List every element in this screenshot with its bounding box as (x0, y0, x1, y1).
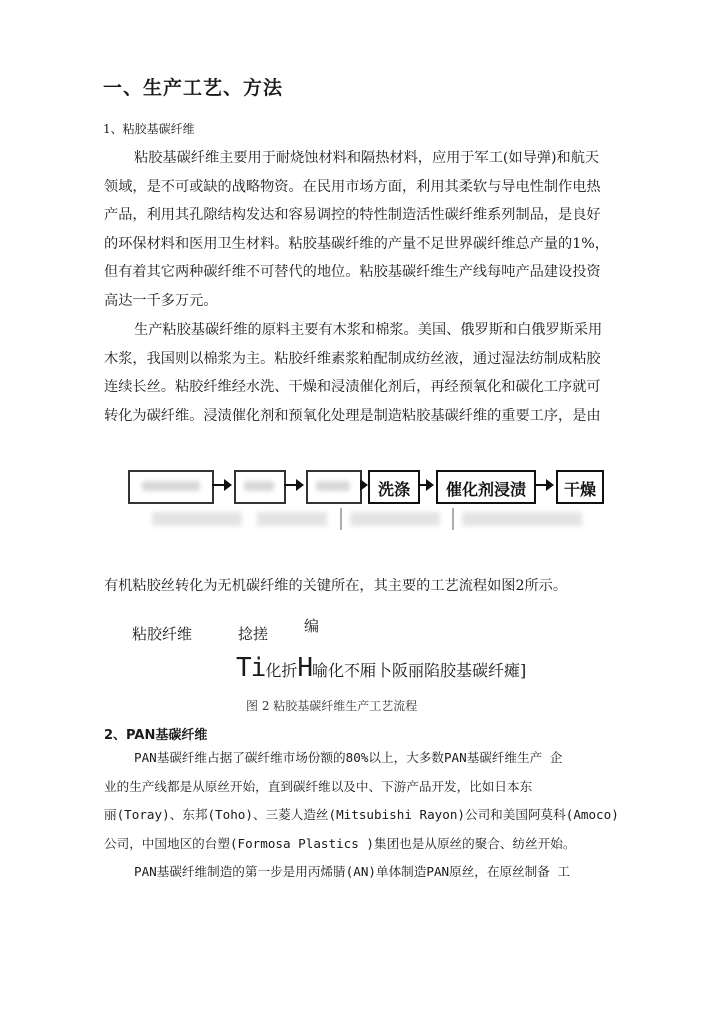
flow-box-blurred (234, 470, 286, 504)
flow-arrow (360, 484, 366, 486)
flow-box-washing (368, 470, 420, 504)
paragraph-line: 木浆，我国则以棉浆为主。粘胶纤维素浆粕配制成纺丝液，通过湿法纺制成粘胶 (104, 350, 601, 367)
paragraph-line: 转化为碳纤维。浸渍催化剂和预氧化处理是制造粘胶基碳纤维的重要工序，是由 (104, 407, 601, 424)
paragraph-2 (104, 316, 624, 430)
subsection-heading: 1、粘胶基碳纤维 (103, 122, 195, 136)
garbled-label: 编 (304, 617, 320, 635)
process-flow-diagram (122, 462, 612, 542)
paragraph-line: 高达一千多万元。 (104, 292, 218, 309)
paragraph-line: 粘胶基碳纤维主要用于耐烧蚀材料和隔热材料，应用于军工(如导弹)和航天 (134, 150, 600, 166)
paragraph-line: 丽(Toray)、东邦(Toho)、三菱人造丝(Mitsubishi Rayon)公司和美国阿莫科(Amoco) (104, 807, 619, 823)
flow-box-label: 催化剂浸渍 (445, 480, 526, 499)
flow-box-label: 干燥 (563, 480, 596, 499)
paragraph-line: 的环保材料和医用卫生材料。粘胶基碳纤维的产量不足世界碳纤维总产量的1%， (104, 235, 609, 252)
paragraph-line: 连续长丝。粘胶纤维经水洗、干燥和浸渍催化剂后，再经预氧化和碳化工序就可 (104, 379, 601, 396)
paragraph-line: 生产粘胶基碳纤维的原料主要有木浆和棉浆。美国、俄罗斯和白俄罗斯采用 (134, 322, 603, 338)
flow-box-catalyst (436, 470, 536, 504)
paragraph-line: 业的生产线都是从原丝开始，直到碳纤维以及中、下游产品开发，比如日本东 (104, 778, 533, 794)
flow-arrow (534, 484, 552, 486)
section-heading: 一、生产工艺、方法 (103, 77, 284, 99)
flow-box-blurred (128, 470, 214, 504)
flow-arrow (418, 484, 432, 486)
paragraph-3: 有机粘胶丝转化为无机碳纤维的关键所在，其主要的工艺流程如图2所示。 (104, 578, 568, 594)
paragraph-4 (104, 744, 624, 887)
garbled-figure-text (236, 653, 526, 683)
paragraph-line: 公司，中国地区的台塑(Formosa Plastics )集团也是从原丝的聚合、纺丝开始。 (104, 835, 576, 851)
garbled-small-text: 喻化不厢卜阪丽陷胶基碳纤瘫] (311, 661, 527, 680)
flow-box-label: 洗涤 (377, 480, 410, 499)
paragraph-line: 产品，利用其孔隙结构发达和容易调控的特性制造活性碳纤维系列制品，是良好 (104, 207, 601, 224)
flow-arrow (284, 484, 302, 486)
flow-box-drying (556, 470, 604, 504)
garbled-label: 粘胶纤维 (132, 625, 193, 643)
paragraph-1 (104, 144, 624, 316)
paragraph-line: PAN基碳纤维制造的第一步是用丙烯腈(AN)单体制造PAN原丝，在原丝制备 工 (134, 864, 571, 880)
paragraph-line: PAN基碳纤维占据了碳纤维市场份额的80%以上，大多数PAN基碳纤维生产 企 (134, 750, 563, 765)
garbled-big-text: Ti (236, 653, 266, 683)
garbled-big-text: H (297, 653, 312, 683)
garbled-small-text: 化折 (265, 661, 298, 680)
paragraph-line: 但有着其它两种碳纤维不可替代的地位。粘胶基碳纤维生产线每吨产品建设投资 (104, 264, 601, 281)
figure-caption: 图 2 粘胶基碳纤维生产工艺流程 (246, 699, 418, 713)
flow-arrow (212, 484, 230, 486)
flow-box-blurred (306, 470, 362, 504)
paragraph-line: 领域，是不可或缺的战略物资。在民用市场方面，利用其柔软与导电性制作电热 (104, 178, 601, 195)
garbled-label: 捻搓 (238, 625, 269, 643)
subsection-heading: 2、PAN基碳纤维 (104, 728, 208, 743)
